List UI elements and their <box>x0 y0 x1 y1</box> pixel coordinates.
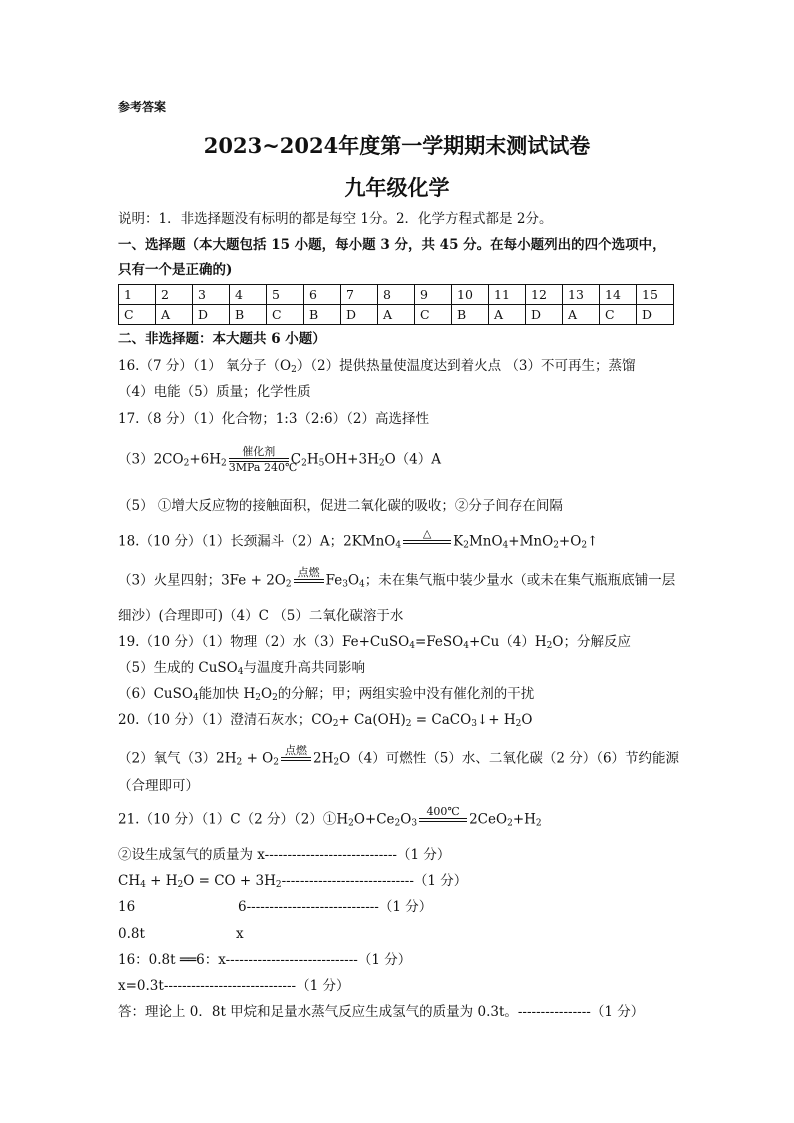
question-number-cell: 11 <box>489 285 526 305</box>
answer-cell: D <box>341 305 378 325</box>
answer-cell: C <box>267 305 304 325</box>
q21-step6: x=0.3t-----------------------------（1 分） <box>118 978 350 994</box>
instructions-note: 说明：1．非选择题没有标明的都是每空 1分。2．化学方程式都是 2分。 <box>118 211 553 227</box>
question-number-row <box>119 285 674 305</box>
answer-cell: A <box>156 305 193 325</box>
q18-line3: 细沙）(合理即可)（4）C （5）二氧化碳溶于水 <box>118 608 404 624</box>
q21-step4-right: x <box>236 926 244 942</box>
q18-line1: 18.（10 分）（1）长颈漏斗（2）A；2KMnO$_4$ △ $K_2MnO_4+MnO_2+O_2↑$ <box>118 528 598 556</box>
answer-cell: C <box>119 305 156 325</box>
q18-line2: （3）火星四射；$3Fe + 2O_2$ 点燃 $Fe_3O_4$；未在集气瓶中装少量水（或未在集气瓶瓶底铺一层 <box>118 567 675 595</box>
answer-cell: A <box>563 305 600 325</box>
q21-conclusion: 答：理论上 0．8t 甲烷和足量水蒸气反应生成氢气的质量为 0.3t。----------------（1 分） <box>118 1004 645 1020</box>
answer-cell: B <box>304 305 341 325</box>
q21-step3-right: 6-----------------------------（1 分） <box>238 899 433 915</box>
q17-equation: $(3)2CO_2+6H_2$ 催化剂 3MPa 240℃ $C_2H_5OH+3H_2O(4)A$ <box>118 445 441 474</box>
answer-cell: C <box>600 305 637 325</box>
question-number-cell: 14 <box>600 285 637 305</box>
question-number-cell: 13 <box>563 285 600 305</box>
question-number-cell: 1 <box>119 285 156 305</box>
section1-heading: 一、选择题（本大题包括 15 小题，每小题 3 分，共 45 分。在每小题列出的四个选项中， <box>118 237 666 253</box>
reaction-condition-catalyst: 催化剂 3MPa 240℃ <box>228 445 298 474</box>
q19-line3: （6）CuSO$_4$能加快 $H_2O_2$的分解；甲；两组实验中没有催化剂的干扰 <box>118 686 535 703</box>
page-subtitle: 九年级化学 <box>344 175 450 200</box>
q21-step1: ②设生成氢气的质量为 x-----------------------------（1 分） <box>118 847 451 863</box>
reaction-condition-heat: △ <box>403 528 451 556</box>
question-number-cell: 12 <box>526 285 563 305</box>
answer-cell: D <box>193 305 230 325</box>
q20-line2: （2）氧气$(3)2H_2 + O_2$ 点燃 $2H_2O(4)$可燃性（5）水、二氧化碳（2 分）（6）节约能源 <box>118 745 679 773</box>
section2-heading: 二、非选择题：本大题共 6 小题） <box>118 331 326 347</box>
answer-cell: A <box>378 305 415 325</box>
q21-step2: $CH_4 + H_2O$ = CO + $3H_2-----------------------------(1$ 分） <box>118 873 468 890</box>
q21-step5: 16：0.8t ══6：x-----------------------------（1 分） <box>118 952 412 968</box>
q17-line3: （5） ①增大反应物的接触面积，促进二氧化碳的吸收；②分子间存在间隔 <box>118 498 563 514</box>
reaction-condition-ignite: 点燃 <box>294 567 324 595</box>
q16-line2: （4）电能（5）质量；化学性质 <box>118 384 311 400</box>
q20-line3: （合理即可） <box>118 778 199 794</box>
answer-row <box>119 305 674 325</box>
question-number-cell: 7 <box>341 285 378 305</box>
question-number-cell: 9 <box>415 285 452 305</box>
answer-cell: B <box>230 305 267 325</box>
section1-heading-cont: 只有一个是正确的) <box>118 262 233 278</box>
question-number-cell: 6 <box>304 285 341 305</box>
q21-step3-left: 16 <box>118 899 136 915</box>
page-title: 2023~2024年度第一学期期末测试试卷 <box>203 133 591 158</box>
answer-cell: D <box>526 305 563 325</box>
answer-cell: A <box>489 305 526 325</box>
answer-key-label: 参考答案 <box>118 100 167 114</box>
q21-line1: 21.（10 分）（1）C（2 分）$(2)①H_2O+Ce_2O_3$ 400℃ $2CeO_2+H_2$ <box>118 806 542 834</box>
reaction-condition-ignite: 点燃 <box>281 745 311 773</box>
q20-line1: 20.（10 分）（1）澄清石灰水；$CO_2+ Ca(OH)_2$ = CaCO$_3$↓+ $H_2O$ <box>118 712 533 729</box>
q17-line1: 17.（8 分）（1）化合物；1:3（2:6）（2）高选择性 <box>118 411 429 427</box>
question-number-cell: 3 <box>193 285 230 305</box>
question-number-cell: 4 <box>230 285 267 305</box>
answer-table <box>118 284 674 325</box>
answer-cell: D <box>637 305 674 325</box>
q19-line1: 19.（10 分）（1）物理（2）水$(3)Fe+CuSO_4=FeSO_4+Cu(4)H_2O$；分解反应 <box>118 634 631 651</box>
q19-line2: （5）生成的 CuSO$_4$与温度升高共同影响 <box>118 660 365 677</box>
question-number-cell: 15 <box>637 285 674 305</box>
reaction-condition-temperature: 400℃ <box>419 806 467 834</box>
question-number-cell: 5 <box>267 285 304 305</box>
q21-step4-left: 0.8t <box>118 926 145 942</box>
answer-cell: C <box>415 305 452 325</box>
question-number-cell: 8 <box>378 285 415 305</box>
question-number-cell: 2 <box>156 285 193 305</box>
answer-cell: B <box>452 305 489 325</box>
q16-line1: 16.（7 分）（1） 氧分子$(O_2)(2)$提供热量使温度达到着火点 （3）不可再生；蒸馏 <box>118 358 636 375</box>
question-number-cell: 10 <box>452 285 489 305</box>
